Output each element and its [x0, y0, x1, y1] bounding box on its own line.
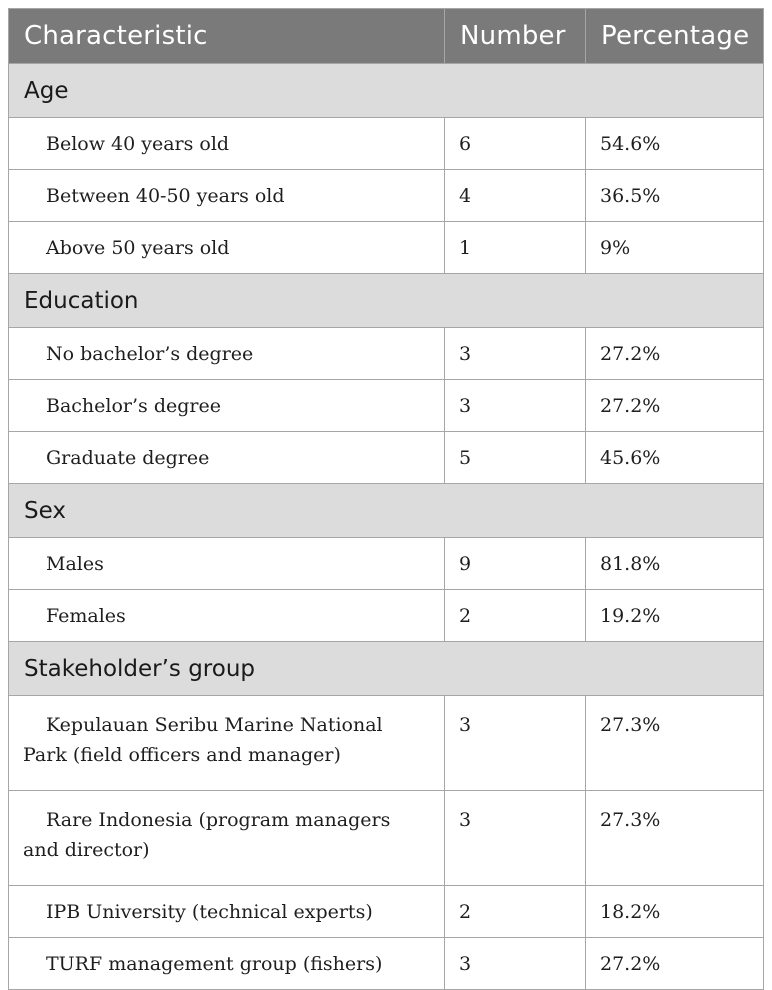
row-number: 4 — [445, 170, 586, 222]
row-number: 3 — [445, 938, 586, 990]
row-percentage: 27.2% — [586, 328, 764, 380]
table-row — [9, 222, 764, 274]
row-label: Rare Indonesia (program managers and director) — [9, 791, 445, 886]
table-row — [9, 938, 764, 990]
row-number: 2 — [445, 590, 586, 642]
row-label: Females — [9, 590, 445, 642]
row-number: 5 — [445, 432, 586, 484]
row-percentage: 18.2% — [586, 886, 764, 938]
row-label: TURF management group (fishers) — [9, 938, 445, 990]
row-label: Kepulauan Seribu Marine National Park (field officers and manager) — [9, 696, 445, 791]
table-row — [9, 118, 764, 170]
table-row — [9, 432, 764, 484]
row-label: No bachelor’s degree — [9, 328, 445, 380]
row-percentage: 36.5% — [586, 170, 764, 222]
table-header — [9, 9, 764, 64]
row-percentage: 27.3% — [586, 696, 764, 791]
row-percentage: 81.8% — [586, 538, 764, 590]
row-percentage: 9% — [586, 222, 764, 274]
column-header-characteristic: Characteristic — [9, 9, 445, 64]
row-number: 1 — [445, 222, 586, 274]
table-row — [9, 170, 764, 222]
row-percentage: 27.3% — [586, 791, 764, 886]
row-number: 3 — [445, 696, 586, 791]
table-row — [9, 380, 764, 432]
row-number: 2 — [445, 886, 586, 938]
group-row-age — [9, 64, 764, 118]
group-row-education — [9, 274, 764, 328]
table-row — [9, 791, 764, 886]
row-number: 3 — [445, 791, 586, 886]
header-row — [9, 9, 764, 64]
row-number: 9 — [445, 538, 586, 590]
row-percentage: 45.6% — [586, 432, 764, 484]
row-number: 3 — [445, 380, 586, 432]
row-number: 3 — [445, 328, 586, 380]
row-label: Above 50 years old — [9, 222, 445, 274]
row-label: IPB University (technical experts) — [9, 886, 445, 938]
row-label: Between 40-50 years old — [9, 170, 445, 222]
group-title: Stakeholder’s group — [9, 642, 764, 696]
demographics-table-container — [8, 8, 763, 990]
row-label: Graduate degree — [9, 432, 445, 484]
group-row-stakeholders — [9, 642, 764, 696]
row-number: 6 — [445, 118, 586, 170]
table-row — [9, 538, 764, 590]
table-body — [9, 64, 764, 990]
table-row — [9, 328, 764, 380]
group-title: Sex — [9, 484, 764, 538]
column-header-percentage: Percentage — [586, 9, 764, 64]
row-label: Males — [9, 538, 445, 590]
row-percentage: 54.6% — [586, 118, 764, 170]
column-header-number: Number — [445, 9, 586, 64]
row-label: Below 40 years old — [9, 118, 445, 170]
table-row — [9, 886, 764, 938]
group-row-sex — [9, 484, 764, 538]
row-percentage: 19.2% — [586, 590, 764, 642]
group-title: Education — [9, 274, 764, 328]
table-row — [9, 696, 764, 791]
group-title: Age — [9, 64, 764, 118]
row-percentage: 27.2% — [586, 938, 764, 990]
table-row — [9, 590, 764, 642]
row-percentage: 27.2% — [586, 380, 764, 432]
demographics-table — [8, 8, 764, 990]
row-label: Bachelor’s degree — [9, 380, 445, 432]
